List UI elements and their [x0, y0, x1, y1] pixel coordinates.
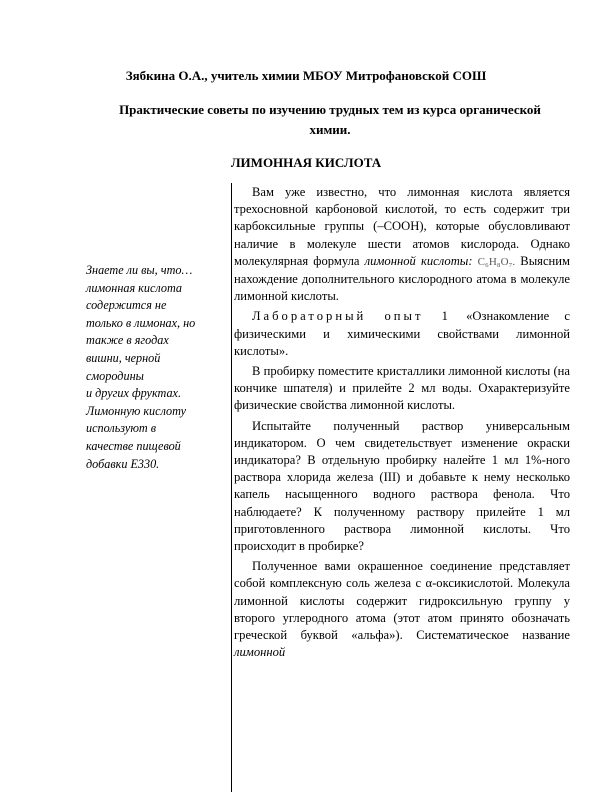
- paragraph-explanation: [234, 558, 570, 661]
- main-text-column: [234, 184, 570, 661]
- sidebar-line: используют в: [86, 421, 157, 436]
- emphasis-text: лимонной: [234, 645, 286, 660]
- paragraph-text: Выясним нахождение дополнительного кислородного атома в молекуле лимонной кислоты.: [234, 253, 570, 304]
- emphasis-text: лимонной кислоты:: [364, 253, 473, 268]
- sidebar-line: лимонная кислота: [86, 280, 182, 295]
- sidebar-line: добавки Е330.: [86, 456, 160, 471]
- paragraph-lab-title: [234, 308, 570, 360]
- page-title: ЛИМОННАЯ КИСЛОТА: [230, 155, 382, 170]
- sidebar-line: вишни, черной: [86, 350, 161, 365]
- sidebar-line: также в ягодах: [86, 333, 169, 348]
- sidebar-line: только в лимонах, но: [86, 315, 196, 330]
- molecular-formula: C₆H₈O₇.: [477, 255, 516, 268]
- paragraph-procedure-2: Испытайте полученный раствор универсальным индикатором. О чем свидетельствует изменение окраски индикатора? В отдельную пробирку налейте 1 мл 1%-ного раствора хлорида железа (III) и добавьте к нему несколько капель насыщенного водного раствора фенола. Что наблюдаете? К полученному раствору прилейте 1 мл приготовленного раствора лимонной кислоты. Что происходит в пробирке?: [234, 418, 570, 554]
- lab-experiment-label: Лабораторный опыт 1: [252, 309, 451, 324]
- sidebar-line: смородины: [86, 368, 144, 383]
- sidebar-line: качестве пищевой: [86, 438, 181, 453]
- sidebar-fact-box: [86, 262, 224, 473]
- sidebar-line: и других фруктах.: [86, 386, 181, 401]
- column-divider: [231, 183, 232, 792]
- sidebar-line: Лимонную кислоту: [86, 403, 187, 418]
- sidebar-line: Знаете ли вы, что…: [86, 263, 193, 277]
- document-subtitle: Практические советы по изучению трудных тем из курса органической химии.: [119, 102, 541, 137]
- paragraph-text: Полученное вами окрашенное соединение представляет собой комплексную соль железа с α-оксикислотой. Молекула лимонной кислоты содержит гидроксильную группу у второго углеродного атома (этот атом принято обозначать греческой буквой «альфа»). Систематическое название: [234, 559, 570, 643]
- paragraph-procedure-1: В пробирку поместите кристаллики лимонной кислоты (на кончике шпателя) и прилейте 2 мл воды. Охарактеризуйте физические свойства лимонной кислоты.: [234, 364, 570, 413]
- paragraph-text: «Ознакомление с физическими и химическими свойствами лимонной кислоты».: [234, 309, 570, 358]
- sidebar-line: содержится не: [86, 298, 167, 313]
- paragraph-text: Вам уже известно, что лимонная кислота является трехосновной карбоновой кислотой, то есть содержит три карбоксильные группы (–СООН), которые обусловливают наличие в молекуле шести атомов кислорода. Однако молекулярная формула: [234, 185, 570, 268]
- paragraph-intro: [234, 184, 570, 305]
- author-line: Зябкина О.А., учитель химии МБОУ Митрофановской СОШ: [125, 68, 487, 83]
